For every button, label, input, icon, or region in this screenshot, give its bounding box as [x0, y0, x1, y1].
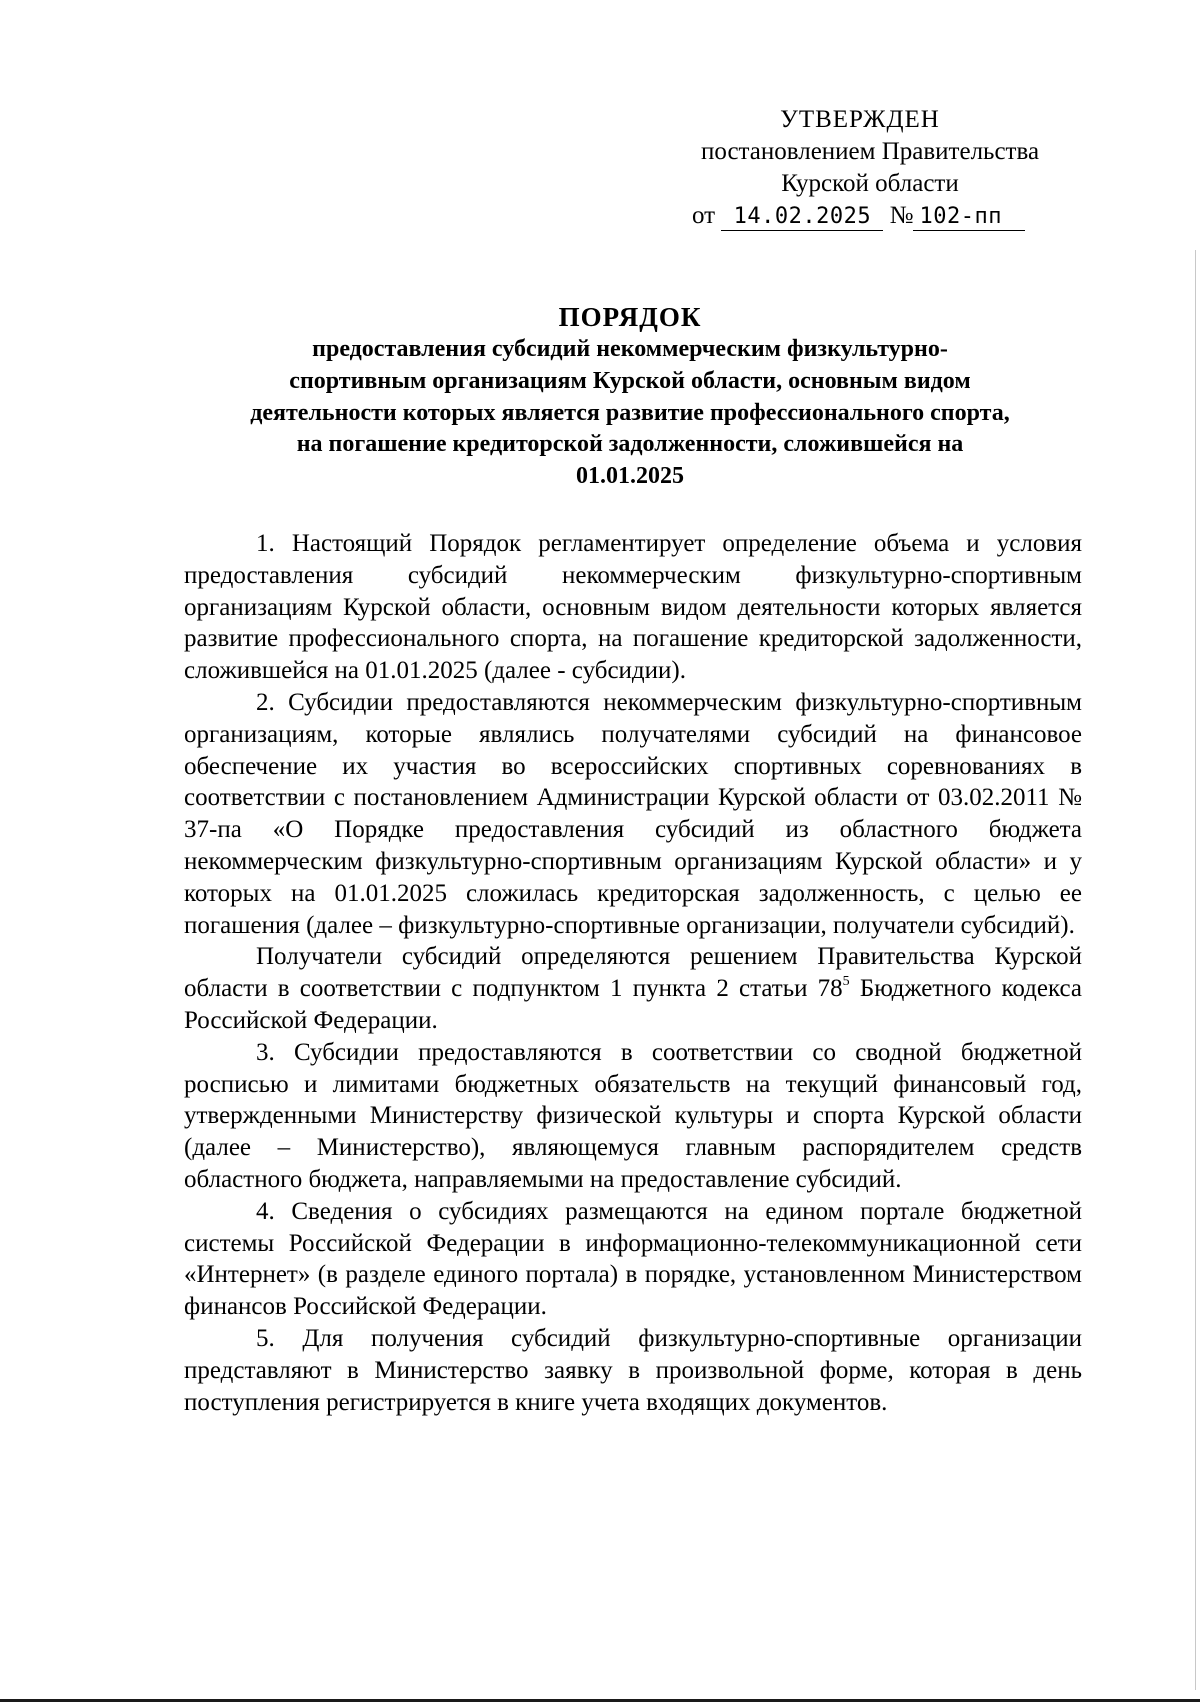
article-superscript: 5: [842, 973, 850, 989]
scan-bottom-line: [0, 1699, 1200, 1702]
document-title: ПОРЯДОК: [558, 302, 702, 332]
paragraph-5: 5. Для получения субсидий физкультурно-спортивные организации представляют в Министерство заявку в произвольной форме, которая в день поступления регистрируется в книге учета входящих документов.: [184, 1324, 1082, 1416]
approval-date: 14.02.2025: [721, 204, 883, 231]
paragraph-recipients-text: Получатели субсидий определяются решением Правительства Курской области в соответствии с подпунктом 1 пункта 2 статьи 78: [184, 943, 1082, 1003]
approval-line-1: постановлением Правительства: [700, 138, 1040, 165]
document-heading: [160, 300, 1100, 493]
paragraph-4: 4. Сведения о субсидиях размещаются на едином портале бюджетной системы Российской Федерации в информационно-телекоммуникационной сети «Интернет» (в разделе единого портала) в порядке, установленном Министерством финансов Российской Федерации.: [184, 1197, 1082, 1321]
paragraph-recipients-tail: Бюджетного кодекса Российской Федерации.: [184, 975, 1082, 1034]
approval-block: [660, 104, 1080, 232]
heading-subtitle-line: деятельности которых является развитие профессионального спорта,: [250, 399, 1010, 426]
heading-subtitle-line: на погашение кредиторской задолженности, сложившейся на: [296, 431, 964, 458]
paragraph-3: 3. Субсидии предоставляются в соответствии со сводной бюджетной росписью и лимитами бюджетных обязательств на текущий финансовый год, утвержденными Министерству физической культуры и спорта Курской области (далее – Министерство), являющемуся главным распорядителем средств областного бюджета, направляемыми на предоставление субсидий.: [184, 1038, 1082, 1193]
approval-number: 102-пп: [913, 204, 1025, 231]
approval-title: УТВЕРЖДЕН: [780, 106, 940, 133]
heading-subtitle-line: предоставления субсидий некоммерческим физкультурно-: [312, 336, 948, 362]
date-prefix: от: [692, 202, 716, 229]
number-prefix: №: [889, 202, 914, 229]
approval-line-2: Курской области: [781, 170, 959, 197]
heading-subtitle-line: спортивным организациям Курской области, основным видом: [289, 367, 971, 394]
paragraph-2: 2. Субсидии предоставляются некоммерческим физкультурно-спортивным организациям, которые являлись получателями субсидий на финансовое обеспечение их участия во всероссийских спортивных соревнованиях в соответствии с постановлением Администрации Курской области от 03.02.2011 № 37-па «О Порядке предоставления субсидий из областного бюджета некоммерческим физкультурно-спортивным организациям Курской области» и у которых на 01.01.2025 сложилась кредиторская задолженность, с целью ее погашения (далее – физкультурно-спортивные организации, получатели субсидий).: [184, 688, 1082, 939]
scan-edge-line: [1195, 250, 1196, 1690]
heading-subtitle-line: 01.01.2025: [576, 463, 684, 490]
document-body: [184, 528, 1082, 1418]
paragraph-recipients: [184, 941, 1082, 1036]
approval-date-line: [660, 200, 1080, 232]
paragraph-1: 1. Настоящий Порядок регламентирует определение объема и условия предоставления субсидий некоммерческим физкультурно-спортивным организациям Курской области, основным видом деятельности которых является развитие профессионального спорта, на погашение кредиторской задолженности, сложившейся на 01.01.2025 (далее - субсидии).: [184, 530, 1082, 685]
